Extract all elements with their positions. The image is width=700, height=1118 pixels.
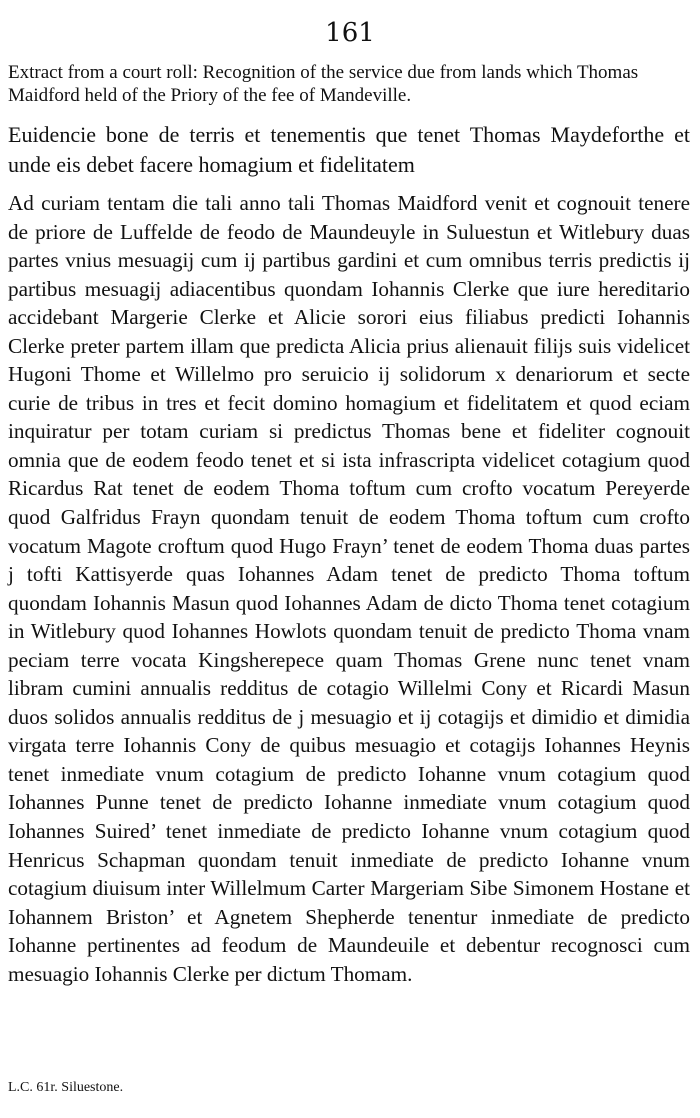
page-number: 161 xyxy=(325,18,375,48)
source-footnote: L.C. 61r. Siluestone. xyxy=(8,1080,124,1095)
document-heading: Extract from a court roll: Recognition of the service due from lands which Thomas Maidford held of the Priory of the fee of Mandeville. xyxy=(8,62,639,106)
charter-body-text: Ad curiam tentam die tali anno tali Thomas Maidford venit et cognouit tenere de priore de Luffelde de feodo de Maundeuyle in Suluestun et Witlebury duas partes vnius mesuagij cum ij partibus gardini et cum omnibus terris predictis ij partibus mesuagij adiacentibus quondam Iohannis Clerke que iure hereditario accidebant Margerie Clerke et Alicie sorori eius filiabus predicti Iohannis Clerke preter partem illam que predicta Alicia prius alienauit filijs suis videlicet Hugoni Thome et Willelmo pro seruicio ij solidorum x denariorum et secte curie de tribus in tres et fecit domino homagium et fidelitatem et quod eciam inquiratur per totam curiam si predictus Thomas bene et fideliter cognouit omnia que de eodem feodo tenet et si ista infrascripta videlicet cotagium quod Ricardus Rat tenet de eodem Thoma toftum cum crofto vocatum Pereyerde quod Galfridus Frayn quondam tenuit de eodem Thoma toftum cum crofto vocatum Magote croftum quod Hugo Frayn’ tenet de eodem Thoma duas partes j tofti Kattisyerde quas Iohannes Adam tenet de predicto Thoma toftum quondam Iohannis Masun quod Iohannes Adam de dicto Thoma tenet cotagium in Witlebury quod Iohannes Howlots quondam tenuit de predicto Thoma vnam peciam terre vocata Kingsherepece quam Thomas Grene nunc tenet vnam libram cumini annualis redditus de cotagio Willelmi Cony et Ricardi Masun duos solidos annualis redditus de j mesuagio et ij cotagijs et dimidio et dimidia virgata terre Iohannis Cony de quibus mesuagio et cotagijs Iohannes Heynis tenet inmediate vnum cotagium de predicto Iohanne vnum cotagium quod Iohannes Punne tenet de predicto Iohanne inmediate vnum cotagium quod Iohannes Suired’ tenet inmediate de predicto Iohanne vnum cotagium quod Henricus Schapman quondam tenuit inmediate de predicto Iohanne vnum cotagium diuisum inter Willelmum Carter Margeriam Sibe Simonem Hostane et Iohannem Briston’ et Agnetem Shepherde tenentur inmediate de predicto Iohanne pertinentes ad feodum de Maundeuile et debentur recognosci cum mesuagio Iohannis Clerke per dictum Thomam. xyxy=(8,191,690,986)
charter-title: Euidencie bone de terris et tenementis que tenet Thomas Maydeforthe et unde eis debet facere homagium et fidelitatem xyxy=(8,122,690,177)
